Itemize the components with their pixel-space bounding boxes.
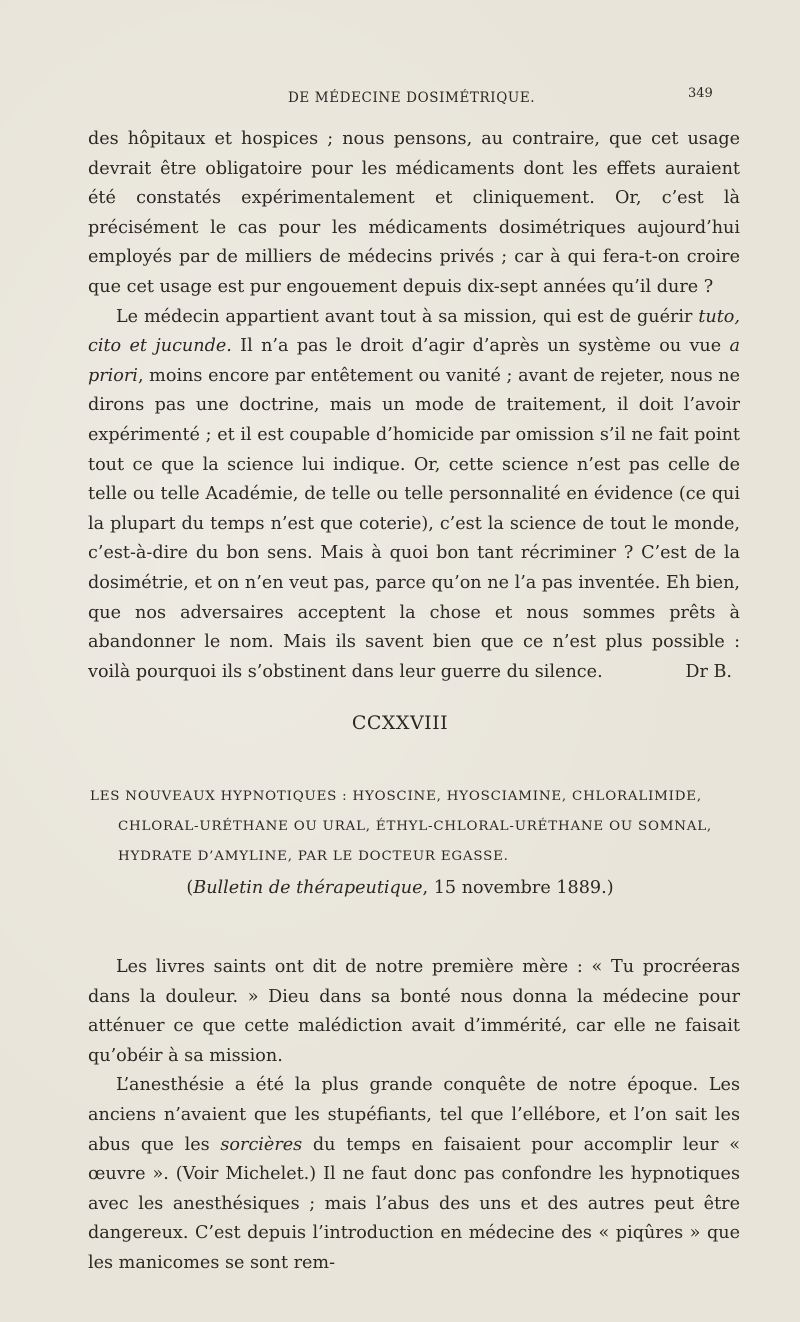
article-title-line-1: LES NOUVEAUX HYPNOTIQUES : HYOSCINE, HYOSCIAMINE, CHLORALIMIDE,: [90, 789, 702, 804]
a-priori-phrase: a priori: [88, 336, 740, 386]
paragraph-4-start: L’anesthésie a été la plus grande conquête de notre époque. Les anciens n’avaient que les stupéfiants, tel que l’ellébore, et l’on sait les abus que les: [88, 1075, 740, 1155]
paragraph-1: des hôpitaux et hospices ; nous pensons, au contraire, que cet usage devrait être obligatoire pour les médicaments dont les effets auraient été constatés expérimentalement et cliniquement. Or, c’est là précisément le cas pour les médicaments dosimétriques aujourd’hui employés par de milliers de médecins privés ; car à qui fera-t-on croire que cet usage est pur engouement depuis dix-sept années qu’il dure ?: [88, 129, 740, 297]
source-open: (: [186, 878, 194, 898]
sorcieres-word: sorcières: [220, 1134, 303, 1155]
source-date: , 15 novembre 1889.): [422, 878, 614, 898]
paragraph-3: Les livres saints ont dit de notre première mère : « Tu procréeras dans la douleur. » Dieu dans sa bonté nous donna la médecine pour atténuer ce que cette malédiction avait d’immérité, car elle ne faisait qu’obéir à sa mission.: [88, 957, 740, 1066]
source-journal: Bulletin de thérapeutique: [193, 878, 423, 898]
latin-phrase: tuto, cito et jucunde.: [88, 306, 740, 357]
paragraph-2-mid: Il n’a pas le droit d’agir d’après un système ou vue: [231, 336, 730, 357]
article-title-line-3: HYDRATE D’AMYLINE, PAR LE DOCTEUR EGASSE.: [118, 849, 509, 864]
section-2-text: [88, 953, 740, 1279]
paragraph-4: [88, 1071, 740, 1278]
source-citation: [0, 878, 800, 898]
section-1-text: [88, 125, 740, 687]
article-title-line-2: CHLORAL-URÉTHANE OU URAL, ÉTHYL-CHLORAL-URÉTHANE OU SOMNAL,: [118, 819, 712, 834]
running-head: DE MÉDECINE DOSIMÉTRIQUE.: [288, 90, 536, 106]
paragraph-4-rest: du temps en faisaient pour accomplir leur « œuvre ». (Voir Michelet.) Il ne faut donc pas confondre les hypnotiques avec les anesthésiques ; mais l’abus des uns et des autres peut être dangereux. C’est depuis l’introduction en médecine des « piqûres » que les manicomes se sont rem-: [88, 1134, 740, 1273]
paragraph-2-start: Le médecin appartient avant tout à sa mission, qui est de guérir: [116, 306, 699, 327]
article-title: [90, 782, 738, 872]
paragraph-2-rest: , moins encore par entêtement ou vanité ; avant de rejeter, nous ne dirons pas une doctrine, mais un mode de traitement, il doit l’avoir expérimenté ; et il est coupable d’homicide par omission s’il ne fait point tout ce que la science lui indique. Or, cette science n’est pas celle de telle ou telle Académie, de telle ou telle personnalité en évidence (ce qui la plupart du temps n’est que coterie), c’est la science de tout le monde, c’est-à-dire du bon sens. Mais à quoi bon tant récriminer ? C’est de la dosimétrie, et on n’en veut pas, parce qu’on ne l’a pas inventée. Eh bien, que nos adversaires acceptent la chose et nous sommes prêts à abandonner le nom. Mais ils savent bien que ce n’est plus possible : voilà pourquoi ils s’obstinent dans leur guerre du silence.: [88, 365, 740, 682]
chapter-number: CCXXVIII: [351, 712, 449, 734]
paragraph-2: [88, 303, 740, 688]
author-signature: Dr B.: [685, 661, 732, 682]
page-number: 349: [688, 86, 713, 101]
